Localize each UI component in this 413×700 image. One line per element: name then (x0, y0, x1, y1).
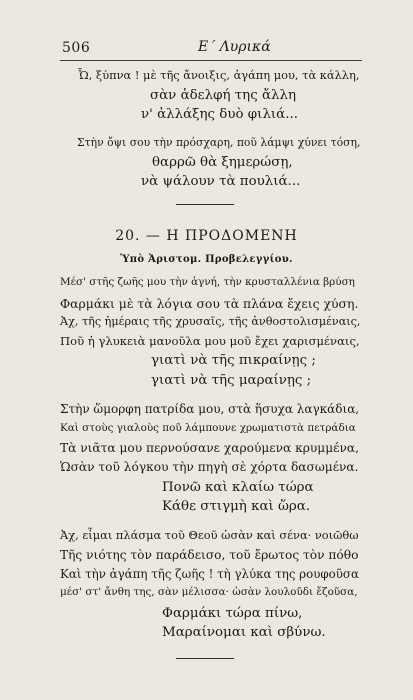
poem-line: Πονῶ καὶ κλαίω τώρα (162, 480, 314, 495)
poem-line: Τὰ νιᾶτα μου περνούσανε χαρούμενα κρυμμένα, (60, 441, 359, 455)
poem-line: Φαρμάκι μὲ τὰ λόγια σου τὰ πλάνα ἔχεις χύση. (60, 296, 359, 311)
poem-line: Ὡσὰν τοῦ λόγκου τὴν πηγὴ σὲ χόρτα δασωμένα. (60, 460, 359, 474)
end-separator (176, 658, 234, 659)
poem-line: Ποῦ ἡ γλυκειὰ μανοῦλα μου μοῦ ἔχει χαρισμέναις, (60, 334, 360, 348)
poem-line: Ἀχ, εἶμαι πλάσμα τοῦ Θεοῦ ὡσὰν καὶ σένα· νοιῶθω (60, 528, 359, 542)
poem-line: γιατὶ νὰ τῆς πικραίνῃς ; (151, 353, 316, 368)
poem-line: Μέσ' στῆς ζωῆς μου τὴν ἁγνή, τὴν κρυσταλλένια βρύση (60, 276, 355, 288)
header-rule (60, 60, 362, 61)
prev-poem-line: Στὴν ὄψι σου τὴν πρόσχαρη, ποῦ λάμψι χύνει τόση, (77, 136, 361, 149)
poem-line: μέσ' στ' ἄνθη της, σὰν μέλισσα· ὡσὰν λουλοῦδι ἔζοῦσα, (60, 586, 358, 598)
prev-poem-line: Ὦ, ξύπνα ! μὲ τῆς ἄνοιξις, ἀγάπη μου, τὰ κάλλη, (78, 68, 360, 82)
prev-poem-line: ν' ἀλλάξης δυὸ φιλιά... (141, 107, 298, 122)
poem-title: 20. — Η ΠΡΟΔΟΜΕΝΗ (115, 228, 298, 244)
section-separator (176, 204, 234, 205)
page-number: 506 (62, 40, 91, 56)
poem-line: Φαρμάκι τώρα πίνω, (162, 606, 303, 621)
running-title: Ε΄ Λυρικά (198, 39, 271, 55)
poem-line: Καὶ τὴν ἀγάπη τῆς ζωῆς ! τὴ γλύκα της ρουφοῦσα (60, 567, 359, 581)
prev-poem-line: σὰν ἀδελφή της ἄλλη (150, 88, 296, 103)
poem-line: γιατὶ νὰ τῆς μαραίνῃς ; (151, 373, 312, 388)
poem-line: Ἀχ, τῆς ἡμέραις τῆς χρυσαῖς, τῆς ἀνθοστολισμέναις, (60, 315, 361, 328)
poem-line: Στὴν ὥμορφη πατρίδα μου, στὰ ἥσυχα λαγκάδια, (60, 402, 360, 416)
prev-poem-line: θαρρῶ θὰ ξημερώσῃ, (152, 155, 293, 170)
poem-line: Τῆς νιότης τὸν παράδεισο, τοῦ ἔρωτος τὸν πόθο (60, 548, 359, 562)
poem-author: Ὑπὸ Ἀριστομ. Προβελεγγίου. (120, 254, 293, 265)
poem-line: Καὶ στοὺς γιαλοὺς ποῦ λάμπουνε χρωματιστὰ πετράδια (60, 422, 356, 434)
prev-poem-line: νὰ ψάλουν τὰ πουλιά... (141, 174, 301, 189)
poem-line: Μαραίνομαι καὶ σβύνω. (162, 625, 326, 640)
poem-line: Κάθε στιγμὴ καὶ ὥρα. (162, 499, 311, 514)
